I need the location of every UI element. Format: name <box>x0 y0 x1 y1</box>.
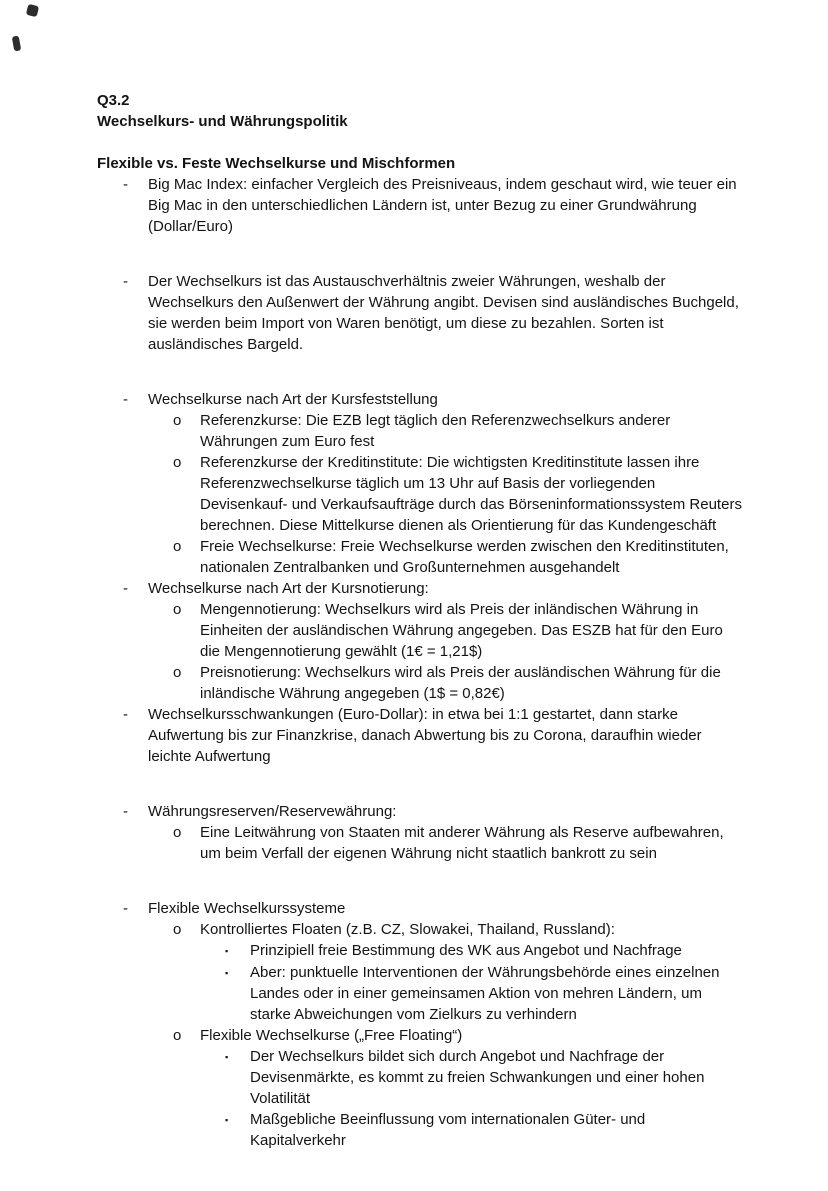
bullet-item-b1 <box>97 271 745 355</box>
bullet-item-b1 <box>97 389 745 410</box>
bullet-text: Wechselkurse nach Art der Kursnotierung: <box>148 580 429 597</box>
bullet-marker: o <box>173 921 182 938</box>
bullet-item-b2 <box>97 410 745 452</box>
bullet-item-b3 <box>97 962 745 1025</box>
bullet-marker: ▪ <box>225 1052 229 1062</box>
bullet-text: Mengennotierung: Wechselkurs wird als Preis der inländischen Währung in Einheiten der ausländischen Währung angegeben. Das ESZB hat für den Euro die Mengennotierung gewählt (1€ = 1,21$) <box>200 601 723 660</box>
bullet-marker: - <box>123 391 128 408</box>
bullet-item-b1 <box>97 898 745 919</box>
bullet-item-b3 <box>97 1109 745 1151</box>
bullet-item-b1 <box>97 174 745 237</box>
bullet-text: Flexible Wechselkurse („Free Floating“) <box>200 1027 463 1044</box>
bullet-text: Referenzkurse: Die EZB legt täglich den Referenzwechselkurs anderer Währungen zum Euro fest <box>200 412 671 450</box>
bullet-text: Freie Wechselkurse: Freie Wechselkurse werden zwischen den Kreditinstituten, nationalen Zentralbanken und Großunternehmen ausgehandelt <box>200 538 729 576</box>
bullet-item-b2 <box>97 662 745 704</box>
paragraph-spacer <box>97 237 745 271</box>
bullet-text: Maßgebliche Beeinflussung vom internationalen Güter- und Kapitalverkehr <box>250 1111 646 1149</box>
bullet-marker: - <box>123 706 128 723</box>
bullet-text: Prinzipiell freie Bestimmung des WK aus Angebot und Nachfrage <box>250 942 682 959</box>
bullet-text: Kontrolliertes Floaten (z.B. CZ, Slowakei, Thailand, Russland): <box>200 921 615 938</box>
bullet-text: Währungsreserven/Reservewährung: <box>148 803 397 820</box>
bullet-marker: - <box>123 803 128 820</box>
paragraph-spacer <box>97 767 745 801</box>
bullet-item-b2 <box>97 452 745 536</box>
paragraph-spacer <box>97 864 745 898</box>
bullet-item-b3 <box>97 940 745 962</box>
bullet-text: Wechselkursschwankungen (Euro-Dollar): in etwa bei 1:1 gestartet, dann starke Aufwertung bis zur Finanzkrise, danach Abwertung bis zu Corona, daraufhin wieder leichte Aufwertung <box>148 706 702 765</box>
bullet-text: Referenzkurse der Kreditinstitute: Die wichtigsten Kreditinstitute lassen ihre Referenzwechselkurse täglich um 13 Uhr auf Basis der vorliegenden Devisenkauf- und Verkaufsaufträge durch das Börseninformationssystem Reuters berechnen. Diese Mittelkurse dienen als Orientierung für das Kundengeschäft <box>200 454 742 534</box>
bullet-item-b2 <box>97 919 745 940</box>
section-heading: Flexible vs. Feste Wechselkurse und Mischformen <box>97 155 456 172</box>
bullet-text: Der Wechselkurs bildet sich durch Angebot und Nachfrage der Devisenmärkte, es kommt zu freien Schwankungen und einer hohen Volatilität <box>250 1048 705 1107</box>
bullet-marker: o <box>173 454 182 471</box>
bullet-text: Eine Leitwährung von Staaten mit anderer Währung als Reserve aufbewahren, um beim Verfall der eigenen Währung nicht staatlich bankrott zu sein <box>200 824 724 862</box>
bullet-item-b2 <box>97 1025 745 1046</box>
bullet-item-b1 <box>97 704 745 767</box>
bullet-item-b1 <box>97 578 745 599</box>
bullet-marker: o <box>173 1027 182 1044</box>
bullet-item-b3 <box>97 1046 745 1109</box>
bullet-marker: - <box>123 176 128 193</box>
bullet-marker: - <box>123 900 128 917</box>
page-subtitle: Wechselkurs- und Währungspolitik <box>97 113 348 130</box>
bullet-item-b2 <box>97 599 745 662</box>
bullet-text: Big Mac Index: einfacher Vergleich des Preisniveaus, indem geschaut wird, wie teuer ein Big Mac in den unterschiedlichen Ländern ist, unter Bezug zu einer Grundwährung (Dollar/Euro) <box>148 176 737 235</box>
bullet-text: Flexible Wechselkurssysteme <box>148 900 346 917</box>
document-blocks <box>97 174 745 1151</box>
bullet-marker: o <box>173 664 182 681</box>
bullet-marker: ▪ <box>225 1115 229 1125</box>
paragraph-spacer <box>97 355 745 389</box>
bullet-item-b2 <box>97 536 745 578</box>
bullet-item-b2 <box>97 822 745 864</box>
bullet-text: Preisnotierung: Wechselkurs wird als Preis der ausländischen Währung für die inländische Währung angegeben (1$ = 0,82€) <box>200 664 721 702</box>
bullet-marker: - <box>123 580 128 597</box>
bullet-marker: o <box>173 601 182 618</box>
bullet-marker: ▪ <box>225 946 229 956</box>
bullet-item-b1 <box>97 801 745 822</box>
bullet-marker: o <box>173 824 182 841</box>
bullet-marker: - <box>123 273 128 290</box>
bullet-marker: o <box>173 538 182 555</box>
bullet-text: Der Wechselkurs ist das Austauschverhältnis zweier Währungen, weshalb der Wechselkurs den Außenwert der Währung angibt. Devisen sind ausländisches Buchgeld, sie werden beim Import von Waren benötigt, um diese zu bezahlen. Sorten ist ausländisches Bargeld. <box>148 273 739 353</box>
bullet-marker: ▪ <box>225 968 229 978</box>
bullet-text: Wechselkurse nach Art der Kursfeststellung <box>148 391 438 408</box>
page-title: Q3.2 <box>97 92 130 109</box>
bullet-text: Aber: punktuelle Interventionen der Währungsbehörde eines einzelnen Landes oder in einer gemeinsamen Aktion von mehren Ländern, um starke Abweichungen vom Zielkurs zu verhindern <box>250 964 720 1023</box>
bullet-marker: o <box>173 412 182 429</box>
